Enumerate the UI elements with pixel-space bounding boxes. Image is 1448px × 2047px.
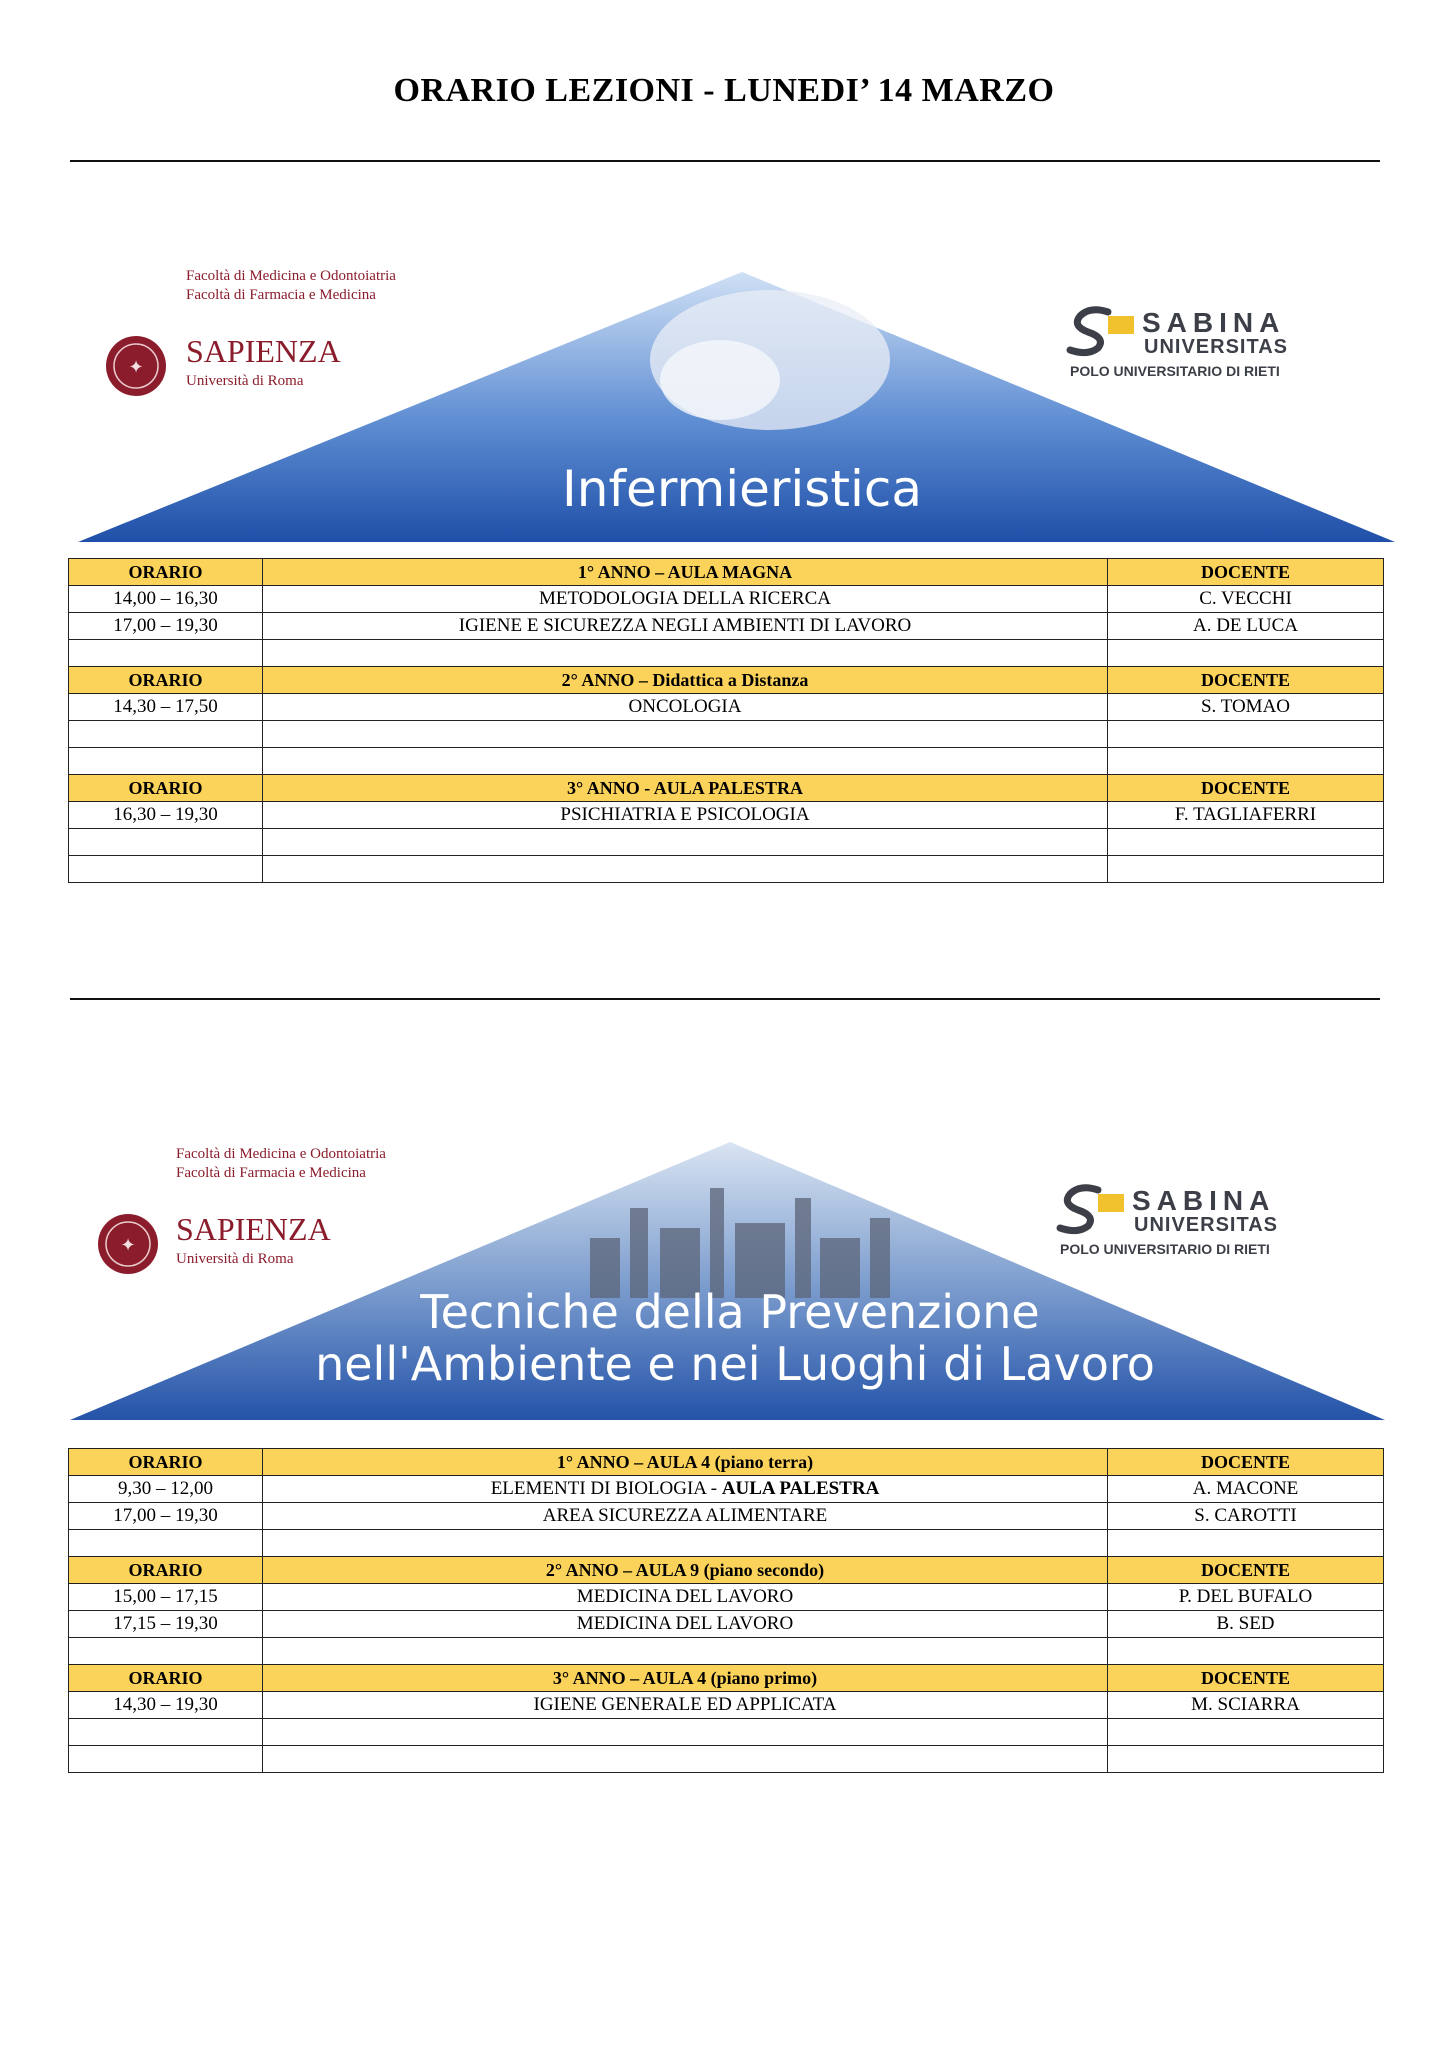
table-row — [69, 613, 1384, 640]
table-row — [69, 1503, 1384, 1530]
subject-room-bold: AULA PALESTRA — [721, 1478, 880, 1499]
col-teacher-header: DOCENTE — [1108, 1665, 1384, 1692]
svg-text:✦: ✦ — [120, 1235, 136, 1255]
teacher-cell: S. CAROTTI — [1108, 1503, 1384, 1530]
time-cell — [69, 1746, 263, 1773]
col-time-header: ORARIO — [69, 1449, 263, 1476]
sabina-logo — [1070, 310, 1134, 353]
subject-cell — [263, 1530, 1108, 1557]
time-cell — [69, 856, 263, 883]
time-cell: 15,00 – 17,15 — [69, 1584, 263, 1611]
banner-title-line2: nell'Ambiente e nei Luoghi di Lavoro — [315, 1337, 1155, 1391]
table-row — [69, 586, 1384, 613]
sabina-name: SABINA — [1142, 307, 1286, 338]
table-row — [69, 1611, 1384, 1638]
teacher-cell: B. SED — [1108, 1611, 1384, 1638]
section-header — [69, 667, 1384, 694]
time-cell — [69, 1719, 263, 1746]
sapienza-sub: Università di Roma — [186, 373, 304, 389]
time-cell — [69, 721, 263, 748]
faculty-line1: Facoltà di Medicina e Odontoiatria — [176, 1146, 386, 1162]
section-header — [69, 1449, 1384, 1476]
sabina-sub: UNIVERSITAS — [1134, 1214, 1278, 1236]
section-divider — [70, 998, 1380, 1000]
banner-infermieristica — [70, 250, 1400, 550]
col-teacher-header: DOCENTE — [1108, 667, 1384, 694]
subject-cell: PSICHIATRIA E PSICOLOGIA — [263, 802, 1108, 829]
time-cell: 17,15 – 19,30 — [69, 1611, 263, 1638]
time-cell — [69, 1530, 263, 1557]
teacher-cell — [1108, 748, 1384, 775]
year-heading: 1° ANNO – AULA 4 (piano terra) — [263, 1449, 1108, 1476]
time-cell: 17,00 – 19,30 — [69, 1503, 263, 1530]
year-heading: 3° ANNO - AULA PALESTRA — [263, 775, 1108, 802]
year-heading: 2° ANNO – AULA 9 (piano secondo) — [263, 1557, 1108, 1584]
faculty-line2: Facoltà di Farmacia e Medicina — [176, 1165, 366, 1181]
teacher-cell — [1108, 640, 1384, 667]
sabina-logo — [1060, 1188, 1124, 1231]
subject-cell — [263, 1746, 1108, 1773]
table-row — [69, 721, 1384, 748]
table-row — [69, 1476, 1384, 1503]
col-teacher-header: DOCENTE — [1108, 559, 1384, 586]
title-divider — [70, 160, 1380, 162]
subject-cell: MEDICINA DEL LAVORO — [263, 1584, 1108, 1611]
section-header — [69, 1665, 1384, 1692]
teacher-cell — [1108, 1719, 1384, 1746]
table-row — [69, 1584, 1384, 1611]
table-row — [69, 694, 1384, 721]
teacher-cell: A. MACONE — [1108, 1476, 1384, 1503]
table-row — [69, 856, 1384, 883]
sapienza-logo — [106, 336, 166, 396]
subject-cell: AREA SICUREZZA ALIMENTARE — [263, 1503, 1108, 1530]
subject-text: ELEMENTI DI BIOLOGIA - — [490, 1478, 722, 1499]
subject-cell — [263, 721, 1108, 748]
time-cell: 14,00 – 16,30 — [69, 586, 263, 613]
banner-title-line1: Tecniche della Prevenzione — [420, 1285, 1040, 1339]
table-row — [69, 802, 1384, 829]
sapienza-name: SAPIENZA — [176, 1211, 331, 1247]
teacher-cell — [1108, 1638, 1384, 1665]
subject-cell — [263, 1638, 1108, 1665]
time-cell — [69, 1638, 263, 1665]
sabina-polo: POLO UNIVERSITARIO DI RIETI — [1070, 363, 1280, 379]
subject-cell: IGIENE E SICUREZZA NEGLI AMBIENTI DI LAVORO — [263, 613, 1108, 640]
time-cell: 16,30 – 19,30 — [69, 802, 263, 829]
subject-cell: METODOLOGIA DELLA RICERCA — [263, 586, 1108, 613]
subject-cell: IGIENE GENERALE ED APPLICATA — [263, 1692, 1108, 1719]
col-teacher-header: DOCENTE — [1108, 1449, 1384, 1476]
year-heading: 2° ANNO – Didattica a Distanza — [263, 667, 1108, 694]
time-cell — [69, 640, 263, 667]
schedule-table-tecniche-prevenzione — [68, 1448, 1384, 1773]
col-time-header: ORARIO — [69, 1665, 263, 1692]
col-time-header: ORARIO — [69, 667, 263, 694]
table-row — [69, 829, 1384, 856]
subject-cell: ONCOLOGIA — [263, 694, 1108, 721]
table-row — [69, 1719, 1384, 1746]
year-heading: 1° ANNO – AULA MAGNA — [263, 559, 1108, 586]
teacher-cell: A. DE LUCA — [1108, 613, 1384, 640]
time-cell: 14,30 – 17,50 — [69, 694, 263, 721]
teacher-cell — [1108, 829, 1384, 856]
teacher-cell: F. TAGLIAFERRI — [1108, 802, 1384, 829]
sapienza-name: SAPIENZA — [186, 333, 341, 369]
section-header — [69, 1557, 1384, 1584]
col-time-header: ORARIO — [69, 775, 263, 802]
teacher-cell: C. VECCHI — [1108, 586, 1384, 613]
col-time-header: ORARIO — [69, 1557, 263, 1584]
subject-cell — [263, 829, 1108, 856]
teacher-cell: S. TOMAO — [1108, 694, 1384, 721]
year-heading: 3° ANNO – AULA 4 (piano primo) — [263, 1665, 1108, 1692]
col-teacher-header: DOCENTE — [1108, 775, 1384, 802]
sabina-sub: UNIVERSITAS — [1144, 336, 1288, 358]
time-cell — [69, 748, 263, 775]
col-time-header: ORARIO — [69, 559, 263, 586]
banner-tecniche-prevenzione — [70, 1128, 1400, 1428]
table-row — [69, 748, 1384, 775]
teacher-cell: M. SCIARRA — [1108, 1692, 1384, 1719]
subject-cell — [263, 856, 1108, 883]
time-cell — [69, 829, 263, 856]
time-cell: 14,30 – 19,30 — [69, 1692, 263, 1719]
teacher-cell: P. DEL BUFALO — [1108, 1584, 1384, 1611]
subject-cell — [263, 748, 1108, 775]
sabina-polo: POLO UNIVERSITARIO DI RIETI — [1060, 1241, 1270, 1257]
sapienza-sub: Università di Roma — [176, 1251, 294, 1267]
faculty-line1: Facoltà di Medicina e Odontoiatria — [186, 268, 396, 284]
teacher-cell — [1108, 1746, 1384, 1773]
teacher-cell — [1108, 1530, 1384, 1557]
table-row — [69, 1692, 1384, 1719]
teacher-cell — [1108, 856, 1384, 883]
teacher-cell — [1108, 721, 1384, 748]
svg-text:✦: ✦ — [128, 357, 144, 377]
table-row — [69, 1638, 1384, 1665]
subject-cell — [263, 1719, 1108, 1746]
section-header — [69, 775, 1384, 802]
faculty-line2: Facoltà di Farmacia e Medicina — [186, 287, 376, 303]
subject-cell: MEDICINA DEL LAVORO — [263, 1611, 1108, 1638]
banner-title: Infermieristica — [562, 460, 922, 518]
time-cell: 17,00 – 19,30 — [69, 613, 263, 640]
section-header — [69, 559, 1384, 586]
table-row — [69, 640, 1384, 667]
subject-cell — [263, 640, 1108, 667]
page-title: ORARIO LEZIONI - LUNEDI’ 14 MARZO — [393, 72, 1055, 109]
table-row — [69, 1530, 1384, 1557]
table-row — [69, 1746, 1384, 1773]
col-teacher-header: DOCENTE — [1108, 1557, 1384, 1584]
time-cell: 9,30 – 12,00 — [69, 1476, 263, 1503]
sabina-name: SABINA — [1132, 1185, 1276, 1216]
sapienza-logo — [98, 1214, 158, 1274]
schedule-table-infermieristica — [68, 558, 1384, 883]
subject-cell — [263, 1476, 1108, 1503]
